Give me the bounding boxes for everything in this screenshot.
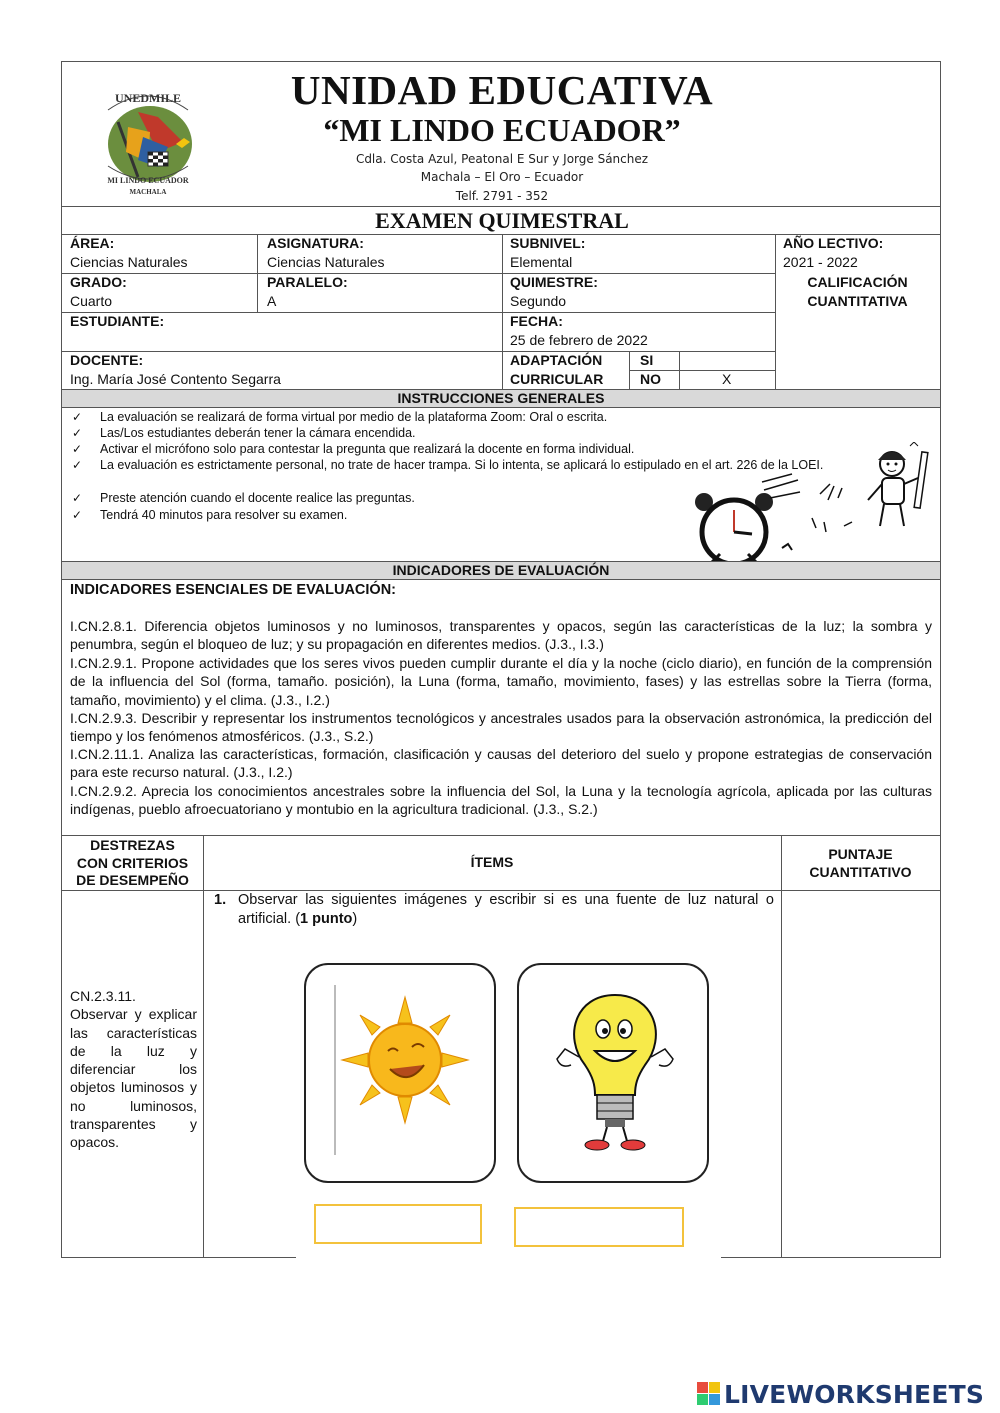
asignatura-label: ASIGNATURA:: [267, 235, 364, 251]
no-mark: X: [722, 371, 732, 387]
check-icon: ✓: [72, 458, 83, 472]
grado-value: Cuarto: [70, 293, 113, 309]
school-city: Machala – El Oro – Ecuador: [420, 170, 584, 184]
estudiante-label: ESTUDIANTE:: [70, 313, 165, 329]
divider: [62, 206, 940, 207]
exam-sheet: UNEDMILE MI LINDO ECUADOR MACHALA UNIDAD EDUCATIVA “MI LINDO ECUADOR” Cdla. Costa Azul, Peatonal E Sur y Jorge Sánchez Machala – El Oro – Ecuador Telf. 2791 - 352 EXAMEN QUIMESTRAL ÁREA: Ciencias Naturales ASIGNATURA: Ciencias Naturales SUBNIVEL: Elemental AÑO LECTIVO: 2021 - 2022 GRADO: Cuarto PARALELO: A QUIMESTRE: Segundo CALIFICACIÓN CUANTITATIVA ESTUDIANTE: FECHA: 25 de febrero de 2022 DOCENTE: Ing. María José Contento Segarra ADAPTACIÓN CURRICULAR SI NO X INSTRUCCIONES GENERALES ✓ La evaluación se realizará de forma virtual por medio de la plataforma Zoom: Oral o escrita. ✓ Las/Los estudiantes deberán tener la cámara encendida. ✓ Activar el micrófono solo para contestar la pregunta que realizará la docente en forma individual. ✓ La evaluación es estrictamente personal, no trate de hacer trampa. Si lo intenta, se aplicará lo estipulado en el art. 226 de la LOEI. ✓ Preste atención cuando el docente realice las preguntas. ✓ Tendrá 40 minutos para resolver su examen. INDICADORES DE EVALUACIÓN INDICADORES ESENCIALES DE EVALUACIÓN: I.CN.2.8.1. Diferencia objetos luminosos y no luminosos, transparentes y opacos, según las características de la luz; la sombra y penumbra, según el bloqueo de luz; y su propagación en diferentes medios. (J.3., I.3.) I.CN.2.9.1. Propone actividades que los seres vivos pueden cumplir durante el día y la noche (ciclo diario), en función de la comprensión de la influencia del Sol (forma, tamaño. posición), la Luna (forma, tamaño, movimiento, fases) y las estrellas sobre la Tierra (forma, tamaño, movimiento) y el clima. (J.3., I.2.) I.CN.2.9.3. Describir y representar los instrumentos tecnológicos y ancestrales usados para la observación astronómica, la predicción del tiempo y los fenómenos atmosféricos. (J.3., S.2.) I.CN.2.11.1. Analiza las características, formación, clasificación y causas del deterioro del suelo y propone estrategias de conservación para este recurso natural. (J.3., I.2.) I.CN.2.9.2. Aprecia los conocimientos ancestrales sobre la influencia del Sol, la Luna y la tecnología agrícola, aplicada por las culturas indígenas, pueblo afroecuatoriano y montubio en la agricultura tradicional. (J.3., S.2.) DESTREZAS CON CRITERIOS DE DESEMPEÑO ÍTEMS PUNTAJE CUANTITATIVO CN.2.3.11. Observar y explicar las características de la luz y diferenciar los objetos luminosos y no luminosos, transparentes y opacos. 1. Observar las siguientes imágenes y escribir si es una fuente de luz natural o artificial. (1 punto): [61, 61, 941, 1258]
liveworksheets-brand[interactable]: LIVEWORKSHEETS: [724, 1380, 985, 1409]
school-address: Cdla. Costa Azul, Peatonal E Sur y Jorge Sánchez: [355, 152, 649, 166]
sun-icon: [340, 995, 470, 1125]
exam-title: EXAMEN QUIMESTRAL: [375, 208, 629, 233]
answer-box-bulb[interactable]: [514, 1207, 684, 1247]
check-icon: ✓: [72, 410, 83, 424]
anio-lectivo-label: AÑO LECTIVO:: [783, 235, 884, 251]
docente-value: Ing. María José Contento Segarra: [70, 371, 281, 387]
check-icon: ✓: [72, 426, 83, 440]
indicators-title: INDICADORES DE EVALUACIÓN: [392, 562, 610, 578]
check-icon: ✓: [72, 442, 83, 456]
liveworksheets-logo-icon: [697, 1382, 721, 1406]
school-phone: Telf. 2791 - 352: [455, 189, 549, 203]
svg-text:MI LINDO ECUADOR: MI LINDO ECUADOR: [107, 176, 189, 185]
indicators-heading: INDICADORES ESENCIALES DE EVALUACIÓN:: [70, 582, 397, 598]
school-name-line2: “MI LINDO ECUADOR”: [323, 112, 681, 148]
paralelo-value: A: [267, 293, 277, 309]
answer-box-sun[interactable]: [314, 1204, 482, 1244]
alarm-clock-icon: [695, 493, 773, 562]
calificacion-label-2: CUANTITATIVA: [807, 293, 908, 309]
instructions-title: INSTRUCCIONES GENERALES: [397, 390, 605, 406]
student-writing-icon: [868, 442, 928, 526]
svg-text:UNEDMILE: UNEDMILE: [114, 91, 182, 105]
check-icon: ✓: [72, 491, 83, 505]
question-points: 1 punto: [300, 911, 353, 927]
subnivel-label: SUBNIVEL:: [510, 235, 586, 251]
question-number: 1.: [214, 892, 227, 908]
quimestre-label: QUIMESTRE:: [510, 274, 598, 290]
indicator-item: I.CN.2.9.1. Propone actividades que los seres vivos pueden cumplir durante el día y la noche (ciclo diario), en función de la comprensión de la influencia del Sol (forma, tamaño. posición), la Luna (forma, tamaño, movimiento, fases) y las estrellas sobre la Tierra (forma, tamaño, movimiento) y el clima. (J.3., I.2.): [70, 655, 932, 708]
destreza-text: CN.2.3.11. Observar y explicar las características de la luz y diferenciar los objetos luminosos y no luminosos, transparentes y opacos.: [70, 988, 197, 1151]
subnivel-value: Elemental: [510, 254, 573, 270]
asignatura-value: Ciencias Naturales: [267, 254, 385, 270]
col-destrezas-header: DESTREZAS CON CRITERIOS DE DESEMPEÑO: [76, 837, 189, 888]
light-bulb-icon: [545, 987, 685, 1157]
paralelo-label: PARALELO:: [267, 274, 348, 290]
grado-label: GRADO:: [70, 274, 127, 290]
alarm-clock-illustration: [692, 442, 937, 562]
indicator-item: I.CN.2.9.2. Aprecia los conocimientos ancestrales sobre la influencia del Sol, la Luna y la tecnología agrícola, aplicada por las culturas indígenas, pueblo afroecuatoriano y montubio en la agricultura tradicional. (J.3., S.2.): [70, 783, 932, 818]
adaptacion-label: ADAPTACIÓN: [510, 352, 603, 368]
col-items-header: ÍTEMS: [470, 854, 514, 870]
col-puntaje-header: PUNTAJE CUANTITATIVO: [809, 846, 912, 880]
svg-text:MACHALA: MACHALA: [129, 188, 167, 196]
anio-lectivo-value: 2021 - 2022: [783, 254, 858, 270]
school-name-line1: UNIDAD EDUCATIVA: [290, 67, 714, 113]
fecha-value: 25 de febrero de 2022: [510, 332, 648, 348]
question-text: Observar las siguientes imágenes y escribir si es una fuente de luz natural o artificial. (: [238, 892, 774, 927]
calificacion-label: CALIFICACIÓN: [807, 274, 908, 290]
quimestre-value: Segundo: [510, 293, 567, 309]
sun-image-card: [304, 963, 496, 1183]
indicator-item: I.CN.2.8.1. Diferencia objetos luminosos y no luminosos, transparentes y opacos, según las características de la luz; la sombra y penumbra, según el bloqueo de luz; y su propagación en diferentes medios. (J.3., I.3.): [70, 618, 932, 653]
area-value: Ciencias Naturales: [70, 254, 188, 270]
no-label: NO: [640, 371, 661, 387]
fecha-label: FECHA:: [510, 313, 563, 329]
docente-label: DOCENTE:: [70, 352, 144, 368]
curricular-label: CURRICULAR: [510, 371, 604, 387]
indicator-item: I.CN.2.11.1. Analiza las características, formación, clasificación y causas del deterioro del suelo y propone estrategias de conservación para este recurso natural. (J.3., I.2.): [70, 746, 932, 781]
si-label: SI: [640, 352, 654, 368]
indicator-item: I.CN.2.9.3. Describir y representar los instrumentos tecnológicos y ancestrales usados para la observación astronómica, la predicción del tiempo y los fenómenos atmosféricos. (J.3., S.2.): [70, 710, 932, 745]
area-label: ÁREA:: [70, 235, 115, 251]
check-icon: ✓: [72, 508, 83, 522]
bulb-image-card: [517, 963, 709, 1183]
